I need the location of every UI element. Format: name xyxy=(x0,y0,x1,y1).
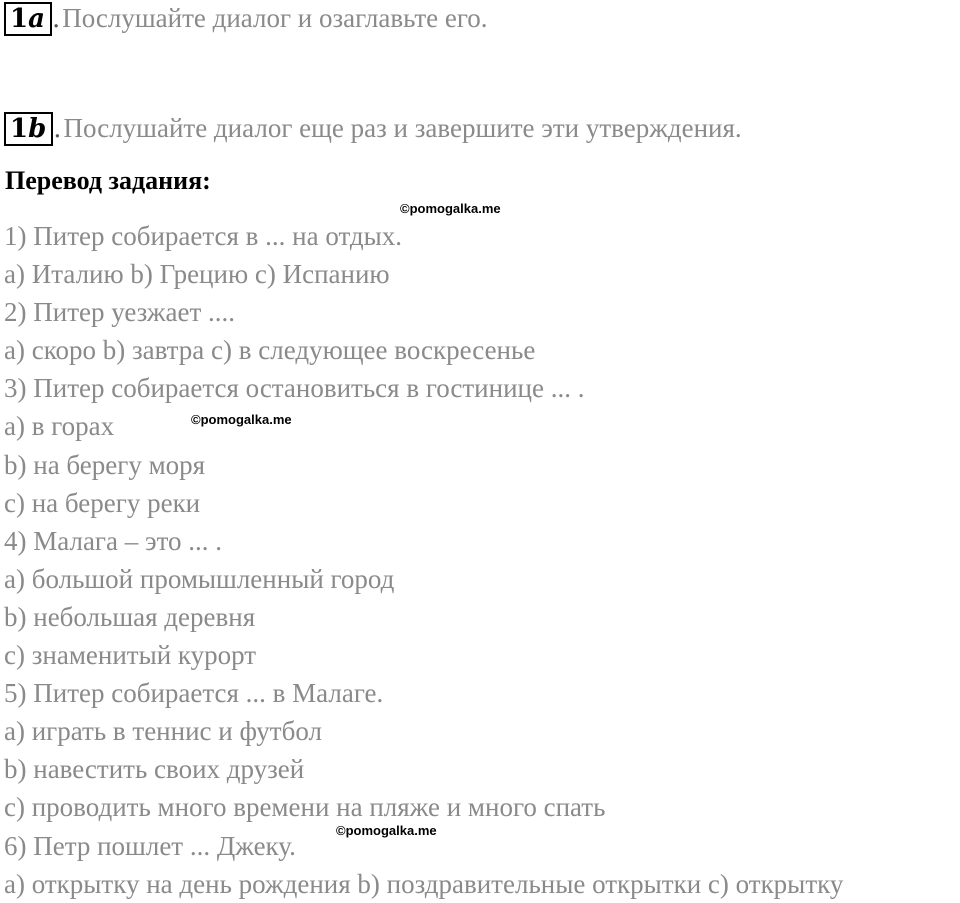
task-1b-badge xyxy=(4,112,53,146)
task-1b-dot: . xyxy=(53,114,62,144)
answer-5a: a) играть в теннис и футбол xyxy=(4,716,322,747)
answer-5c: c) проводить много времени на пляже и много спать xyxy=(4,792,606,823)
task-1a-dot: . xyxy=(51,4,61,34)
task-1a-badge xyxy=(4,2,52,36)
question-3: 3) Питер собирается остановиться в гостинице ... . xyxy=(4,373,585,404)
answer-options-1: a) Италию b) Грецию c) Испанию xyxy=(4,259,390,290)
question-2: 2) Питер уезжает .... xyxy=(4,297,236,328)
statements-list xyxy=(4,217,843,903)
watermark-1: ©pomogalka.me xyxy=(400,201,501,216)
task-1a-letter: a xyxy=(28,4,45,34)
translation-heading: Перевод задания: xyxy=(5,166,211,195)
question-5: 5) Питер собирается ... в Малаге. xyxy=(4,678,384,709)
answer-options-6: a) открытку на день рождения b) поздравительные открытки c) открытку xyxy=(4,868,844,899)
question-1: 1) Питер собирается в ... на отдых. xyxy=(4,221,403,251)
answer-3b: b) на берегу моря xyxy=(4,449,206,480)
answer-options-2: a) скоро b) завтра c) в следующее воскресенье xyxy=(4,335,536,366)
task-1a-number: 1 xyxy=(10,4,29,34)
answer-4a: a) большой промышленный город xyxy=(4,563,395,594)
watermark-3: ©pomogalka.me xyxy=(336,823,437,838)
task-1b xyxy=(4,112,742,146)
task-1b-text: Послушайте диалог еще раз и завершите эти утверждения. xyxy=(63,113,742,143)
answer-4c: c) знаменитый курорт xyxy=(4,640,257,671)
watermark-2: ©pomogalka.me xyxy=(191,412,292,427)
answer-4b: b) небольшая деревня xyxy=(4,601,256,632)
task-1a xyxy=(4,2,488,36)
question-4: 4) Малага – это ... . xyxy=(4,525,223,556)
answer-3a: a) в горах xyxy=(4,411,115,442)
question-6: 6) Петр пошлет ... Джеку. xyxy=(4,830,296,861)
task-1b-letter: b xyxy=(28,114,47,144)
task-1b-number: 1 xyxy=(10,114,29,144)
answer-3c: c) на берегу реки xyxy=(4,487,201,518)
task-1a-text: Послушайте диалог и озаглавьте его. xyxy=(62,3,488,33)
answer-5b: b) навестить своих друзей xyxy=(4,754,305,785)
